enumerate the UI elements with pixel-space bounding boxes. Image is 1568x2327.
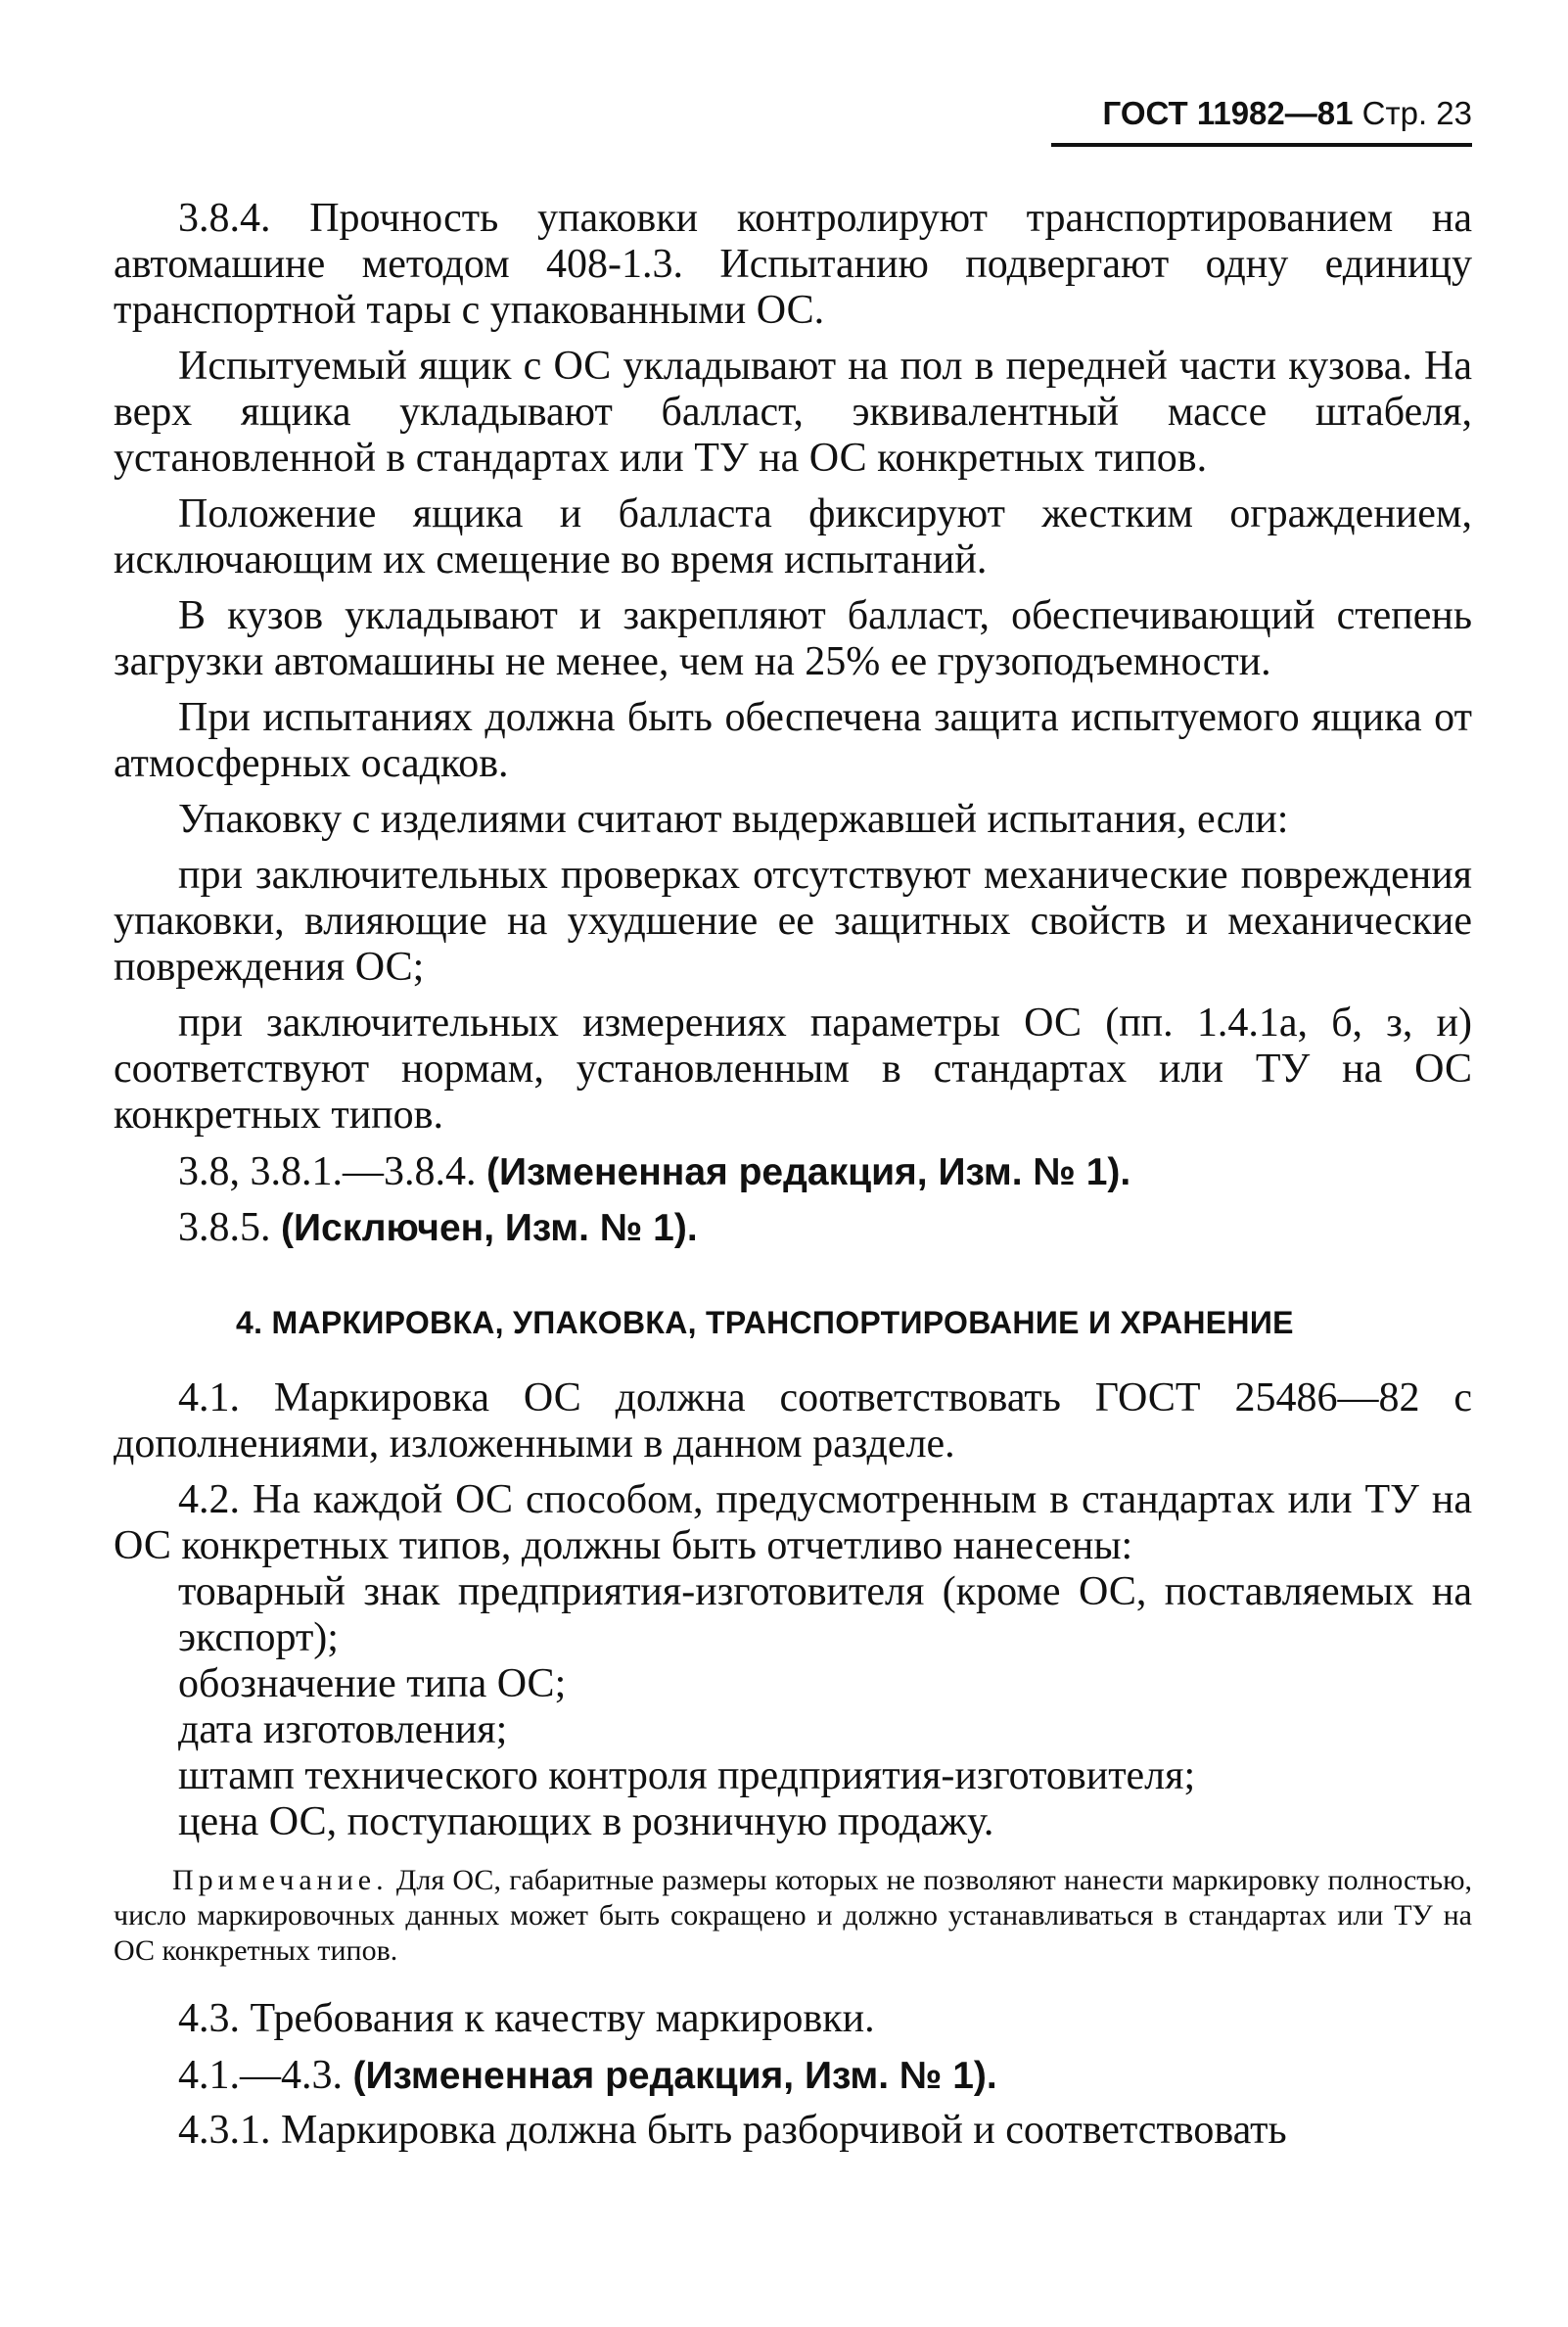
page-header — [1051, 94, 1472, 147]
amendment-ref-clauses: 4.1.—4.3. — [178, 2053, 343, 2098]
list-item: цена ОС, поступающих в розничную продажу. — [178, 1799, 994, 1844]
excluded-text: (Исключен, Изм. № 1). — [281, 1207, 698, 1249]
paragraph-4-1: 4.1. Маркировка ОС должна соответствовать ГОСТ 25486—82 с дополнениями, изложенными в данном разделе. — [114, 1375, 1472, 1466]
paragraph-fixing: Положение ящика и балласта фиксируют жестким ограждением, исключающим их смещение во время испытаний. — [114, 491, 1472, 582]
paragraph-criteria-damage: при заключительных проверках отсутствуют механические повреждения упаковки, влияющие на ухудшение ее защитных свойств и механические повреждения ОС; — [114, 853, 1472, 990]
marking-list — [114, 1569, 1472, 1845]
amendment-ref-text: (Измененная редакция, Изм. № 1). — [486, 1151, 1131, 1193]
paragraph-3-8-4: 3.8.4. Прочность упаковки контролируют транспортированием на автомашине методом 408-1.3. Испытанию подвергают одну единицу транспортной тары с упакованными ОС. — [114, 196, 1472, 333]
page-number: Стр. 23 — [1361, 95, 1472, 131]
list-item: товарный знак предприятия-изготовителя (кроме ОС, поставляемых на экспорт); — [178, 1569, 1472, 1660]
paragraph-ballast: В кузов укладывают и закрепляют балласт, обеспечивающий степень загрузки автомашины не менее, чем на 25% ее грузоподъемности. — [114, 593, 1472, 684]
paragraph-4-2: 4.2. На каждой ОС способом, предусмотренным в стандартах или ТУ на ОС конкретных типов, должны быть отчетливо нанесены: — [114, 1477, 1472, 1568]
paragraph-test-box: Испытуемый ящик с ОС укладывают на пол в передней части кузова. На верх ящика укладывают балласт, эквивалентный массе штабеля, установленной в стандартах или ТУ на ОС конкретных типов. — [114, 344, 1472, 481]
list-item: обозначение типа ОС; — [178, 1661, 567, 1706]
section-4-title: 4. МАРКИРОВКА, УПАКОВКА, ТРАНСПОРТИРОВАНИЕ И ХРАНЕНИЕ — [236, 1305, 1294, 1340]
list-item: штамп технического контроля предприятия-изготовителя; — [178, 1753, 1196, 1798]
list-item: дата изготовления; — [178, 1707, 508, 1752]
paragraph-4-3-1: 4.3.1. Маркировка должна быть разборчивой и соответствовать — [178, 2108, 1287, 2153]
note-label: Примечание. — [172, 1864, 389, 1896]
paragraph-4-3: 4.3. Требования к качеству маркировки. — [178, 1996, 875, 2041]
amendment-ref-text: (Измененная редакция, Изм. № 1). — [352, 2055, 997, 2097]
amendment-ref-3-8 — [178, 1148, 1472, 1196]
page-content — [114, 196, 1472, 2164]
paragraph-criteria-params: при заключительных измерениях параметры ОС (пп. 1.4.1а, б, з, и) соответствуют нормам, установленным в стандартах или ТУ на ОС конкретных типов. — [114, 1001, 1472, 1138]
paragraph-protection: При испытаниях должна быть обеспечена защита испытуемого ящика от атмосферных осадков. — [114, 695, 1472, 786]
note-text: Для ОС, габаритные размеры которых не позволяют нанести маркировку полностью, число маркировочных данных может быть сокращено и должно устанавливаться в стандартах или ТУ на ОС конкретных типов. — [114, 1864, 1472, 1967]
note — [114, 1863, 1472, 1969]
standard-number: ГОСТ 11982—81 — [1102, 95, 1354, 131]
amendment-ref-4-1-4-3 — [178, 2052, 1472, 2100]
excluded-clause: 3.8.5. — [178, 1205, 271, 1250]
amendment-ref-clauses: 3.8, 3.8.1.—3.8.4. — [178, 1149, 477, 1194]
amendment-ref-3-8-5 — [178, 1204, 1472, 1252]
paragraph-criteria: Упаковку с изделиями считают выдержавшей испытания, если: — [178, 797, 1289, 842]
